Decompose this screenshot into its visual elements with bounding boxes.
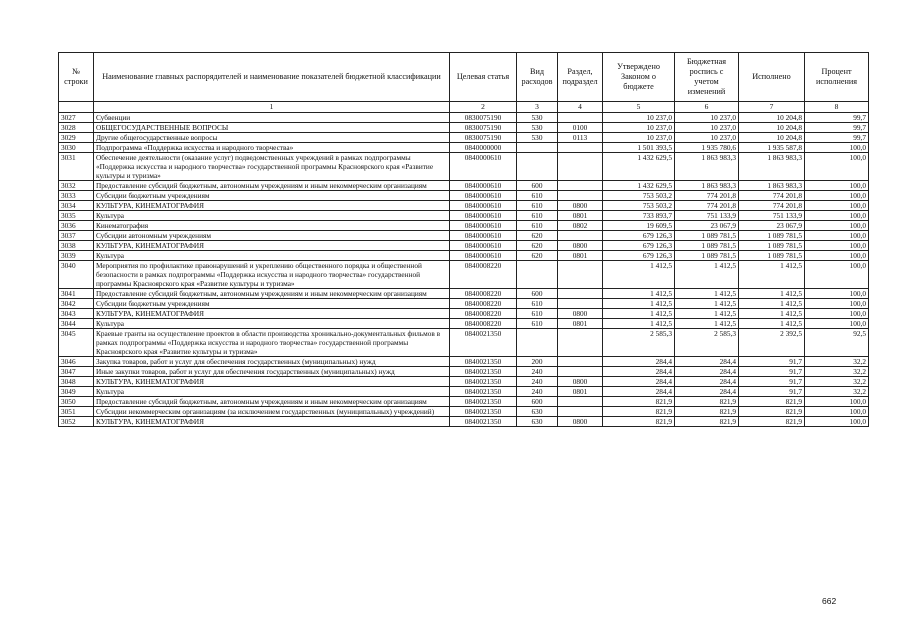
schedule-cell: 284,4 xyxy=(675,357,739,367)
executed-cell: 1 412,5 xyxy=(739,309,805,319)
schedule-cell: 10 237,0 xyxy=(675,123,739,133)
row-number-cell: 3036 xyxy=(59,221,94,231)
name-cell: Предоставление субсидий бюджетным, автономным учреждениям и иным некоммерческим организациям xyxy=(94,289,450,299)
section-cell: 0801 xyxy=(558,319,603,329)
section-cell xyxy=(558,407,603,417)
table-row xyxy=(59,299,869,309)
name-cell: Культура xyxy=(94,387,450,397)
row-number-cell: 3029 xyxy=(59,133,94,143)
section-cell xyxy=(558,367,603,377)
expense-type-cell xyxy=(517,143,558,153)
table-row xyxy=(59,407,869,417)
target-code-cell: 0830075190 xyxy=(450,133,517,143)
target-code-cell: 0840000610 xyxy=(450,231,517,241)
percent-cell: 100,0 xyxy=(805,143,869,153)
row-number-cell: 3045 xyxy=(59,329,94,357)
table-row xyxy=(59,319,869,329)
row-number-cell: 3041 xyxy=(59,289,94,299)
name-cell: Культура xyxy=(94,211,450,221)
name-cell: Предоставление субсидий бюджетным, автономным учреждениям и иным некоммерческим организациям xyxy=(94,397,450,407)
row-number-cell: 3046 xyxy=(59,357,94,367)
target-code-cell: 0840000610 xyxy=(450,211,517,221)
percent-cell: 100,0 xyxy=(805,397,869,407)
section-cell xyxy=(558,329,603,357)
expense-type-cell: 610 xyxy=(517,211,558,221)
approved-cell: 2 585,3 xyxy=(603,329,675,357)
name-cell: КУЛЬТУРА, КИНЕМАТОГРАФИЯ xyxy=(94,309,450,319)
schedule-cell: 821,9 xyxy=(675,417,739,427)
percent-cell: 99,7 xyxy=(805,133,869,143)
schedule-cell: 23 067,9 xyxy=(675,221,739,231)
table-row xyxy=(59,261,869,289)
row-number-cell: 3052 xyxy=(59,417,94,427)
section-cell: 0801 xyxy=(558,251,603,261)
percent-cell: 32,2 xyxy=(805,367,869,377)
row-number-cell: 3044 xyxy=(59,319,94,329)
header-executed: Исполнено xyxy=(739,53,805,102)
executed-cell: 10 204,8 xyxy=(739,133,805,143)
table-row xyxy=(59,357,869,367)
approved-cell: 284,4 xyxy=(603,387,675,397)
approved-cell: 1 412,5 xyxy=(603,319,675,329)
percent-cell: 100,0 xyxy=(805,299,869,309)
column-number-cell: 1 xyxy=(94,102,450,113)
expense-type-cell: 240 xyxy=(517,387,558,397)
approved-cell: 679 126,3 xyxy=(603,241,675,251)
expense-type-cell: 610 xyxy=(517,309,558,319)
row-number-cell: 3031 xyxy=(59,153,94,181)
approved-cell: 10 237,0 xyxy=(603,123,675,133)
expense-type-cell: 600 xyxy=(517,181,558,191)
executed-cell: 91,7 xyxy=(739,357,805,367)
schedule-cell: 1 412,5 xyxy=(675,319,739,329)
target-code-cell: 0840021350 xyxy=(450,397,517,407)
executed-cell: 1 412,5 xyxy=(739,319,805,329)
approved-cell: 1 412,5 xyxy=(603,261,675,289)
schedule-cell: 821,9 xyxy=(675,397,739,407)
executed-cell: 1 935 587,8 xyxy=(739,143,805,153)
section-cell xyxy=(558,299,603,309)
name-cell: КУЛЬТУРА, КИНЕМАТОГРАФИЯ xyxy=(94,417,450,427)
approved-cell: 1 432 629,5 xyxy=(603,153,675,181)
executed-cell: 10 204,8 xyxy=(739,123,805,133)
row-number-cell: 3035 xyxy=(59,211,94,221)
target-code-cell: 0840000610 xyxy=(450,153,517,181)
expense-type-cell: 610 xyxy=(517,319,558,329)
approved-cell: 753 503,2 xyxy=(603,191,675,201)
schedule-cell: 10 237,0 xyxy=(675,133,739,143)
schedule-cell: 1 935 780,6 xyxy=(675,143,739,153)
expense-type-cell: 530 xyxy=(517,123,558,133)
target-code-cell: 0840008220 xyxy=(450,261,517,289)
table-row xyxy=(59,251,869,261)
executed-cell: 10 204,8 xyxy=(739,113,805,123)
expense-type-cell: 610 xyxy=(517,221,558,231)
approved-cell: 284,4 xyxy=(603,357,675,367)
row-number-cell: 3049 xyxy=(59,387,94,397)
percent-cell: 100,0 xyxy=(805,221,869,231)
table-row xyxy=(59,113,869,123)
row-number-cell: 3034 xyxy=(59,201,94,211)
name-cell: Субсидии автономным учреждениям xyxy=(94,231,450,241)
section-cell xyxy=(558,231,603,241)
section-cell xyxy=(558,153,603,181)
row-number-cell: 3042 xyxy=(59,299,94,309)
name-cell: Закупка товаров, работ и услуг для обеспечения государственных (муниципальных) нужд xyxy=(94,357,450,367)
row-number-cell: 3039 xyxy=(59,251,94,261)
executed-cell: 91,7 xyxy=(739,377,805,387)
executed-cell: 1 412,5 xyxy=(739,299,805,309)
percent-cell: 100,0 xyxy=(805,251,869,261)
percent-cell: 100,0 xyxy=(805,319,869,329)
approved-cell: 10 237,0 xyxy=(603,133,675,143)
schedule-cell: 821,9 xyxy=(675,407,739,417)
header-percent: Процент исполнения xyxy=(805,53,869,102)
approved-cell: 1 412,5 xyxy=(603,289,675,299)
executed-cell: 821,9 xyxy=(739,417,805,427)
approved-cell: 1 432 629,5 xyxy=(603,181,675,191)
row-number-cell: 3028 xyxy=(59,123,94,133)
name-cell: Подпрограмма «Поддержка искусства и народного творчества» xyxy=(94,143,450,153)
approved-cell: 821,9 xyxy=(603,407,675,417)
row-number-cell: 3051 xyxy=(59,407,94,417)
percent-cell: 99,7 xyxy=(805,113,869,123)
header-target-code: Целевая статья xyxy=(450,53,517,102)
column-number-cell xyxy=(59,102,94,113)
executed-cell: 1 412,5 xyxy=(739,261,805,289)
section-cell: 0800 xyxy=(558,417,603,427)
row-number-cell: 3032 xyxy=(59,181,94,191)
schedule-cell: 10 237,0 xyxy=(675,113,739,123)
section-cell: 0801 xyxy=(558,211,603,221)
percent-cell: 100,0 xyxy=(805,241,869,251)
executed-cell: 2 392,5 xyxy=(739,329,805,357)
section-cell xyxy=(558,191,603,201)
name-cell: Обеспечение деятельности (оказание услуг) подведомственных учреждений в рамках подпрограммы «Поддержка искусства и народного творчества» государственной программы Красноярского края «Развитие культуры и туризма» xyxy=(94,153,450,181)
row-number-cell: 3037 xyxy=(59,231,94,241)
expense-type-cell: 620 xyxy=(517,231,558,241)
row-number-cell: 3038 xyxy=(59,241,94,251)
expense-type-cell: 600 xyxy=(517,289,558,299)
header-row xyxy=(59,53,869,102)
target-code-cell: 0840021350 xyxy=(450,377,517,387)
section-cell xyxy=(558,357,603,367)
section-cell: 0100 xyxy=(558,123,603,133)
header-approved: Утверждено Законом о бюджете xyxy=(603,53,675,102)
table-row xyxy=(59,289,869,299)
expense-type-cell: 240 xyxy=(517,377,558,387)
target-code-cell: 0840021350 xyxy=(450,387,517,397)
row-number-cell: 3043 xyxy=(59,309,94,319)
name-cell: КУЛЬТУРА, КИНЕМАТОГРАФИЯ xyxy=(94,241,450,251)
expense-type-cell: 620 xyxy=(517,251,558,261)
expense-type-cell: 200 xyxy=(517,357,558,367)
section-cell: 0800 xyxy=(558,377,603,387)
table-row xyxy=(59,143,869,153)
target-code-cell: 0840000610 xyxy=(450,241,517,251)
row-number-cell: 3027 xyxy=(59,113,94,123)
expense-type-cell: 610 xyxy=(517,191,558,201)
section-cell: 0800 xyxy=(558,309,603,319)
expense-type-cell: 630 xyxy=(517,407,558,417)
percent-cell: 32,2 xyxy=(805,387,869,397)
percent-cell: 92,5 xyxy=(805,329,869,357)
approved-cell: 821,9 xyxy=(603,397,675,407)
row-number-cell: 3048 xyxy=(59,377,94,387)
name-cell: Субсидии некоммерческим организациям (за исключением государственных (муниципальных) учреждений) xyxy=(94,407,450,417)
expense-type-cell: 610 xyxy=(517,299,558,309)
approved-cell: 1 501 393,5 xyxy=(603,143,675,153)
schedule-cell: 1 412,5 xyxy=(675,309,739,319)
name-cell: Культура xyxy=(94,251,450,261)
name-cell: Субсидии бюджетным учреждениям xyxy=(94,299,450,309)
column-number-cell: 3 xyxy=(517,102,558,113)
section-cell: 0801 xyxy=(558,387,603,397)
column-number-cell: 2 xyxy=(450,102,517,113)
name-cell: Предоставление субсидий бюджетным, автономным учреждениям и иным некоммерческим организациям xyxy=(94,181,450,191)
row-number-cell: 3030 xyxy=(59,143,94,153)
target-code-cell: 0840021350 xyxy=(450,417,517,427)
header-row-number: № строки xyxy=(59,53,94,102)
header-expense-type: Вид расходов xyxy=(517,53,558,102)
target-code-cell: 0840000000 xyxy=(450,143,517,153)
name-cell: Субвенции xyxy=(94,113,450,123)
name-cell: КУЛЬТУРА, КИНЕМАТОГРАФИЯ xyxy=(94,201,450,211)
table-row xyxy=(59,123,869,133)
schedule-cell: 284,4 xyxy=(675,377,739,387)
section-cell xyxy=(558,113,603,123)
percent-cell: 100,0 xyxy=(805,407,869,417)
approved-cell: 679 126,3 xyxy=(603,251,675,261)
percent-cell: 100,0 xyxy=(805,211,869,221)
table-row xyxy=(59,397,869,407)
name-cell: Иные закупки товаров, работ и услуг для обеспечения государственных (муниципальных) нужд xyxy=(94,367,450,377)
target-code-cell: 0840021350 xyxy=(450,367,517,377)
executed-cell: 1 863 983,3 xyxy=(739,153,805,181)
header-budget-schedule: Бюджетная роспись с учетом изменений xyxy=(675,53,739,102)
percent-cell: 100,0 xyxy=(805,231,869,241)
name-cell: Субсидии бюджетным учреждениям xyxy=(94,191,450,201)
target-code-cell: 0840021350 xyxy=(450,357,517,367)
schedule-cell: 1 412,5 xyxy=(675,299,739,309)
percent-cell: 32,2 xyxy=(805,377,869,387)
approved-cell: 679 126,3 xyxy=(603,231,675,241)
table-body xyxy=(59,113,869,427)
schedule-cell: 284,4 xyxy=(675,387,739,397)
executed-cell: 1 412,5 xyxy=(739,289,805,299)
executed-cell: 774 201,8 xyxy=(739,201,805,211)
expense-type-cell: 530 xyxy=(517,113,558,123)
column-number-cell: 4 xyxy=(558,102,603,113)
table-row xyxy=(59,201,869,211)
schedule-cell: 1 863 983,3 xyxy=(675,153,739,181)
page-number: 662 xyxy=(822,596,837,606)
approved-cell: 284,4 xyxy=(603,367,675,377)
target-code-cell: 0840008220 xyxy=(450,309,517,319)
row-number-cell: 3050 xyxy=(59,397,94,407)
schedule-cell: 1 089 781,5 xyxy=(675,241,739,251)
executed-cell: 774 201,8 xyxy=(739,191,805,201)
executed-cell: 23 067,9 xyxy=(739,221,805,231)
table-row xyxy=(59,377,869,387)
percent-cell: 32,2 xyxy=(805,357,869,367)
section-cell xyxy=(558,289,603,299)
table-row xyxy=(59,191,869,201)
percent-cell: 100,0 xyxy=(805,191,869,201)
column-number-cell: 8 xyxy=(805,102,869,113)
name-cell: Краевые гранты на осуществление проектов в области производства хроникально-документальных фильмов в рамках подпрограммы «Поддержка искусства и народного творчества» государственной программы Красноярского края «Развитие культуры и туризма» xyxy=(94,329,450,357)
target-code-cell: 0840000610 xyxy=(450,181,517,191)
schedule-cell: 2 585,3 xyxy=(675,329,739,357)
schedule-cell: 1 089 781,5 xyxy=(675,251,739,261)
column-number-cell: 6 xyxy=(675,102,739,113)
table-row xyxy=(59,367,869,377)
schedule-cell: 284,4 xyxy=(675,367,739,377)
table-row xyxy=(59,211,869,221)
schedule-cell: 1 863 983,3 xyxy=(675,181,739,191)
name-cell: ОБЩЕГОСУДАРСТВЕННЫЕ ВОПРОСЫ xyxy=(94,123,450,133)
percent-cell: 100,0 xyxy=(805,153,869,181)
expense-type-cell xyxy=(517,329,558,357)
table-row xyxy=(59,329,869,357)
expense-type-cell: 240 xyxy=(517,367,558,377)
executed-cell: 1 089 781,5 xyxy=(739,241,805,251)
budget-execution-table xyxy=(58,52,869,427)
column-number-cell: 5 xyxy=(603,102,675,113)
table-row xyxy=(59,417,869,427)
table-row xyxy=(59,309,869,319)
target-code-cell: 0840008220 xyxy=(450,319,517,329)
table-row xyxy=(59,153,869,181)
schedule-cell: 774 201,8 xyxy=(675,201,739,211)
section-cell xyxy=(558,181,603,191)
table-row xyxy=(59,133,869,143)
expense-type-cell: 600 xyxy=(517,397,558,407)
section-cell: 0113 xyxy=(558,133,603,143)
percent-cell: 100,0 xyxy=(805,261,869,289)
target-code-cell: 0840021350 xyxy=(450,329,517,357)
approved-cell: 753 503,2 xyxy=(603,201,675,211)
executed-cell: 1 089 781,5 xyxy=(739,251,805,261)
row-number-cell: 3040 xyxy=(59,261,94,289)
table-row xyxy=(59,221,869,231)
table-row xyxy=(59,241,869,251)
schedule-cell: 1 412,5 xyxy=(675,261,739,289)
target-code-cell: 0840008220 xyxy=(450,299,517,309)
approved-cell: 19 609,5 xyxy=(603,221,675,231)
expense-type-cell: 630 xyxy=(517,417,558,427)
executed-cell: 91,7 xyxy=(739,387,805,397)
executed-cell: 821,9 xyxy=(739,407,805,417)
executed-cell: 91,7 xyxy=(739,367,805,377)
table-row xyxy=(59,181,869,191)
table-row xyxy=(59,231,869,241)
schedule-cell: 1 412,5 xyxy=(675,289,739,299)
expense-type-cell: 530 xyxy=(517,133,558,143)
expense-type-cell: 620 xyxy=(517,241,558,251)
table-row xyxy=(59,387,869,397)
header-name: Наименование главных распорядителей и наименование показателей бюджетной классификации xyxy=(94,53,450,102)
executed-cell: 1 863 983,3 xyxy=(739,181,805,191)
target-code-cell: 0840000610 xyxy=(450,191,517,201)
section-cell xyxy=(558,397,603,407)
approved-cell: 821,9 xyxy=(603,417,675,427)
name-cell: Мероприятия по профилактике правонарушений и укреплению общественного порядка и общественной безопасности в рамках подпрограммы «Поддержка искусства и народного творчества» государственной программы Красноярского края «Развитие культуры и туризма» xyxy=(94,261,450,289)
percent-cell: 100,0 xyxy=(805,289,869,299)
target-code-cell: 0840000610 xyxy=(450,251,517,261)
executed-cell: 1 089 781,5 xyxy=(739,231,805,241)
name-cell: Другие общегосударственные вопросы xyxy=(94,133,450,143)
percent-cell: 100,0 xyxy=(805,181,869,191)
percent-cell: 99,7 xyxy=(805,123,869,133)
target-code-cell: 0840000610 xyxy=(450,201,517,211)
section-cell: 0800 xyxy=(558,201,603,211)
column-number-cell: 7 xyxy=(739,102,805,113)
name-cell: Культура xyxy=(94,319,450,329)
percent-cell: 100,0 xyxy=(805,417,869,427)
target-code-cell: 0830075190 xyxy=(450,123,517,133)
expense-type-cell xyxy=(517,153,558,181)
approved-cell: 1 412,5 xyxy=(603,299,675,309)
column-number-row xyxy=(59,102,869,113)
schedule-cell: 1 089 781,5 xyxy=(675,231,739,241)
header-section: Раздел, подраздел xyxy=(558,53,603,102)
section-cell: 0802 xyxy=(558,221,603,231)
approved-cell: 733 893,7 xyxy=(603,211,675,221)
target-code-cell: 0840000610 xyxy=(450,221,517,231)
approved-cell: 284,4 xyxy=(603,377,675,387)
target-code-cell: 0840021350 xyxy=(450,407,517,417)
expense-type-cell: 610 xyxy=(517,201,558,211)
executed-cell: 751 133,9 xyxy=(739,211,805,221)
row-number-cell: 3047 xyxy=(59,367,94,377)
target-code-cell: 0830075190 xyxy=(450,113,517,123)
approved-cell: 1 412,5 xyxy=(603,309,675,319)
approved-cell: 10 237,0 xyxy=(603,113,675,123)
section-cell xyxy=(558,143,603,153)
row-number-cell: 3033 xyxy=(59,191,94,201)
percent-cell: 100,0 xyxy=(805,201,869,211)
section-cell: 0800 xyxy=(558,241,603,251)
target-code-cell: 0840008220 xyxy=(450,289,517,299)
schedule-cell: 751 133,9 xyxy=(675,211,739,221)
name-cell: Кинематография xyxy=(94,221,450,231)
schedule-cell: 774 201,8 xyxy=(675,191,739,201)
name-cell: КУЛЬТУРА, КИНЕМАТОГРАФИЯ xyxy=(94,377,450,387)
percent-cell: 100,0 xyxy=(805,309,869,319)
expense-type-cell xyxy=(517,261,558,289)
executed-cell: 821,9 xyxy=(739,397,805,407)
section-cell xyxy=(558,261,603,289)
